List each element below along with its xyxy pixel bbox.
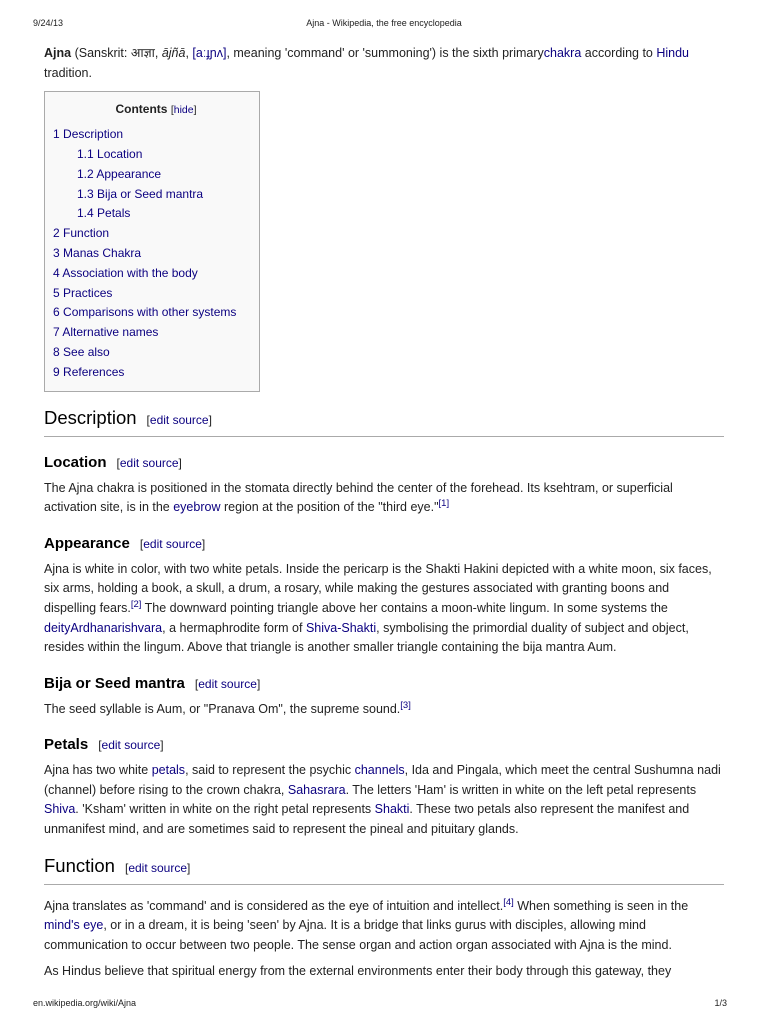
print-header — [33, 18, 735, 32]
channels-link[interactable]: channels — [354, 763, 405, 778]
toc-item[interactable]: 3 Manas Chakra — [53, 245, 142, 260]
toc-item[interactable]: 1.4 Petals — [77, 206, 131, 221]
petals-paragraph: Ajna has two white petals, said to represent the psychic channels, Ida and Pingala, which meet the central Sushumna nadi (channel) before rising to the crown chakra, Sahasrara. The letters 'Ham' is written in white on the left petal represents Shiva. 'Ksham' written in white on the right petal represents Shakti. These two petals also represent the manifest and unmanifest mind, and are sometimes said to represent the pineal and pituitary glands. — [44, 763, 721, 837]
edit-source-link[interactable]: [edit source] — [146, 412, 212, 427]
section-heading-description: Description [edit source] — [44, 406, 724, 437]
ardhanarishvara-link[interactable]: Ardhanarishvara — [70, 620, 163, 635]
reference-link[interactable]: [2] — [130, 598, 142, 610]
print-page-title: Ajna - Wikipedia, the free encyclopedia — [306, 18, 462, 28]
toc-item[interactable]: 9 References — [53, 364, 125, 379]
chakra-link[interactable]: chakra — [543, 46, 582, 60]
table-of-contents — [44, 91, 260, 391]
edit-source-link[interactable]: [edit source] — [98, 738, 164, 753]
bija-paragraph: The seed syllable is Aum, or "Pranava Om", the supreme sound.[3] — [44, 699, 411, 716]
location-paragraph: The Ajna chakra is positioned in the stomata directly behind the center of the forehead. Its ksehtram, or superficial activation site, is in the eyebrow region at the position of the "third eye."[1] — [44, 480, 673, 515]
toc-item[interactable]: 8 See also — [53, 344, 110, 359]
article-content — [44, 44, 724, 989]
print-footer — [33, 998, 735, 1012]
toc-heading: Contents [hide] — [115, 102, 197, 117]
toc-list — [53, 125, 259, 382]
print-url: en.wikipedia.org/wiki/Ajna — [33, 998, 137, 1008]
toc-item[interactable]: 1.2 Appearance — [77, 166, 162, 181]
appearance-paragraph: Ajna is white in color, with two white petals. Inside the pericarp is the Shakti Hakini depicted with a white moon, six faces, six arms, holding a book, a skull, a drum, a rosary, while making the gestures associated with granting boons and dispelling fears.[2] The downward pointing triangle above her contains a moon-white lingum. In some systems the deityArdhanarishvara, a hermaphrodite form of Shiva-Shakti, symbolising the primordial duality of subject and object, resides within the lingum. Above that triangle is another smaller triangle containing the bija mantra Aum. — [44, 561, 712, 655]
toc-item[interactable]: 1.1 Location — [77, 146, 143, 161]
toc-item[interactable]: 2 Function — [53, 226, 110, 241]
edit-source-link[interactable]: [edit source] — [116, 455, 182, 470]
print-date: 9/24/13 — [33, 18, 64, 28]
eyebrow-link[interactable]: eyebrow — [173, 500, 221, 515]
reference-link[interactable]: [1] — [438, 498, 450, 510]
ipa-link[interactable]: [aːɟɲʌ] — [192, 46, 227, 60]
intro-term: Ajna — [44, 46, 72, 60]
shiva-shakti-link[interactable]: Shiva-Shakti — [305, 620, 377, 635]
toc-title: Contents — [115, 102, 168, 117]
sahasrara-link[interactable]: Sahasrara — [287, 782, 346, 797]
toc-item[interactable]: 4 Association with the body — [53, 265, 198, 280]
section-heading-bija: Bija or Seed mantra [edit source] — [44, 674, 261, 692]
toc-item[interactable]: 1.3 Bija or Seed mantra — [77, 186, 204, 201]
minds-eye-link[interactable]: mind's eye — [44, 918, 104, 933]
section-heading-petals: Petals [edit source] — [44, 736, 164, 754]
petals-link[interactable]: petals — [151, 763, 186, 778]
section-heading-location: Location [edit source] — [44, 453, 182, 471]
edit-source-link[interactable]: [edit source] — [124, 860, 191, 875]
edit-source-link[interactable]: [edit source] — [139, 536, 206, 551]
section-heading-function: Function [edit source] — [44, 854, 724, 885]
edit-source-link[interactable]: [edit source] — [194, 676, 261, 691]
function-paragraph-2: As Hindus believe that spiritual energy from the external environments enter their body through this gateway, they — [44, 964, 672, 979]
shiva-link[interactable]: Shiva — [44, 802, 76, 817]
toc-item[interactable]: 5 Practices — [53, 285, 113, 300]
toc-item[interactable]: 1 Description — [53, 127, 124, 142]
toc-hide-toggle[interactable]: hide — [173, 104, 194, 117]
reference-link[interactable]: [4] — [503, 896, 514, 908]
deity-link[interactable]: deity — [44, 620, 71, 635]
reference-link[interactable]: [3] — [400, 699, 411, 711]
function-paragraph-1: Ajna translates as 'command' and is considered as the eye of intuition and intellect.[4] When something is seen in the mind's eye, or in a dream, it is being 'seen' by Ajna. It is a bridge that links gurus with disciples, allowing mind communication to occur between two people. The sense organ and action organ associated with Ajna is the mind. — [44, 896, 689, 952]
hindu-link[interactable]: Hindu — [656, 46, 690, 60]
toc-item[interactable]: 6 Comparisons with other systems — [53, 305, 237, 320]
toc-item[interactable]: 7 Alternative names — [53, 325, 159, 340]
print-page-number: 1/3 — [714, 998, 727, 1008]
section-heading-appearance: Appearance [edit source] — [44, 534, 206, 552]
shakti-link[interactable]: Shakti — [374, 802, 410, 817]
intro-paragraph: Ajna (Sanskrit: आज्ञा, ājñā, [aːɟɲʌ], meaning 'command' or 'summoning') is the sixth primarychakra according to Hindu tradition. — [44, 46, 690, 80]
